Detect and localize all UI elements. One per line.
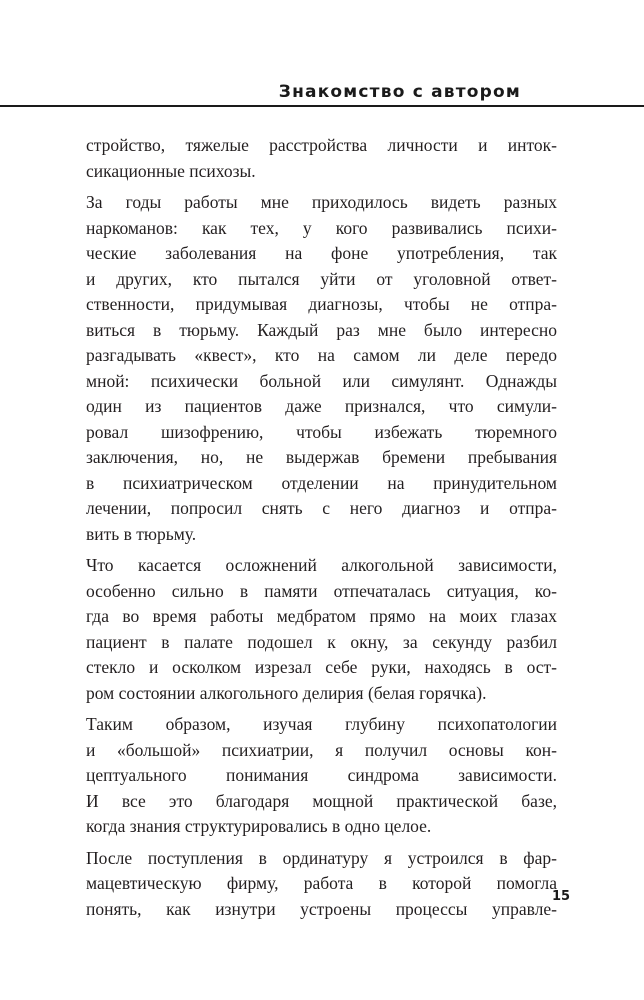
text-line: ровал шизофрению, чтобы избежать тюремного (86, 421, 557, 442)
text-line: понять, как изнутри устроены процессы управле- (86, 898, 557, 919)
header-rule (0, 105, 644, 107)
text-line: стекло и осколком изрезал себе руки, находясь в ост- (86, 657, 557, 677)
text-line: стройство, тяжелые расстройства личности и инток- (86, 135, 557, 155)
paragraph (86, 846, 557, 923)
text-line: За годы работы мне приходилось видеть разных (86, 192, 557, 212)
text-line: ром состоянии алкогольного делирия (белая горячка). (86, 682, 487, 703)
text-line: лечении, попросил снять с него диагноз и отпра- (86, 498, 557, 518)
text-line: разгадывать «квест», кто на самом ли деле передо (86, 345, 557, 365)
paragraph (86, 133, 557, 184)
text-line: И все это благодаря мощной практической базе, (86, 790, 557, 811)
text-line: один из пациентов даже признался, что симули- (86, 396, 557, 416)
text-line: наркоманов: как тех, у кого развивались психи- (86, 217, 557, 238)
text-line: Что касается осложнений алкогольной зависимости, (86, 555, 557, 575)
text-line: После поступления в ординатуру я устроился в фар- (86, 847, 557, 868)
text-line: когда знания структурировались в одно целое. (86, 816, 432, 836)
paragraph (86, 190, 557, 547)
text-line: и «большой» психиатрии, я получил основы кон- (86, 739, 557, 760)
text-line: цептуального понимания синдрома зависимости. (86, 765, 557, 785)
text-line: виться в тюрьму. Каждый раз мне было интересно (86, 319, 557, 340)
text-line: ственности, придумывая диагнозы, чтобы не отпра- (86, 294, 557, 314)
text-line: пациент в палате подошел к окну, за секунду разбил (86, 631, 557, 652)
paragraph (86, 712, 557, 840)
text-line: ческие заболевания на фоне употребления, так (86, 243, 557, 263)
text-line: мной: психически больной или симулянт. Однажды (86, 370, 557, 391)
text-line: в психиатрическом отделении на принудительном (86, 472, 557, 493)
text-line: и других, кто пытался уйти от уголовной ответ- (86, 268, 557, 289)
page-number: 15 (552, 889, 571, 904)
running-head: Знакомство с автором (278, 82, 521, 102)
text-line: особенно сильно в памяти отпечаталась ситуация, ко- (86, 580, 557, 601)
text-line: гда во время работы медбратом прямо на моих глазах (86, 606, 557, 626)
text-line: заключения, но, не выдержав бремени пребывания (86, 447, 557, 467)
body-text (86, 133, 557, 928)
text-line: сикационные психозы. (86, 160, 256, 181)
text-line: Таким образом, изучая глубину психопатологии (86, 714, 557, 734)
text-line: мацевтическую фирму, работа в которой помогла (86, 873, 557, 893)
text-line: вить в тюрьму. (86, 523, 197, 544)
paragraph (86, 553, 557, 706)
